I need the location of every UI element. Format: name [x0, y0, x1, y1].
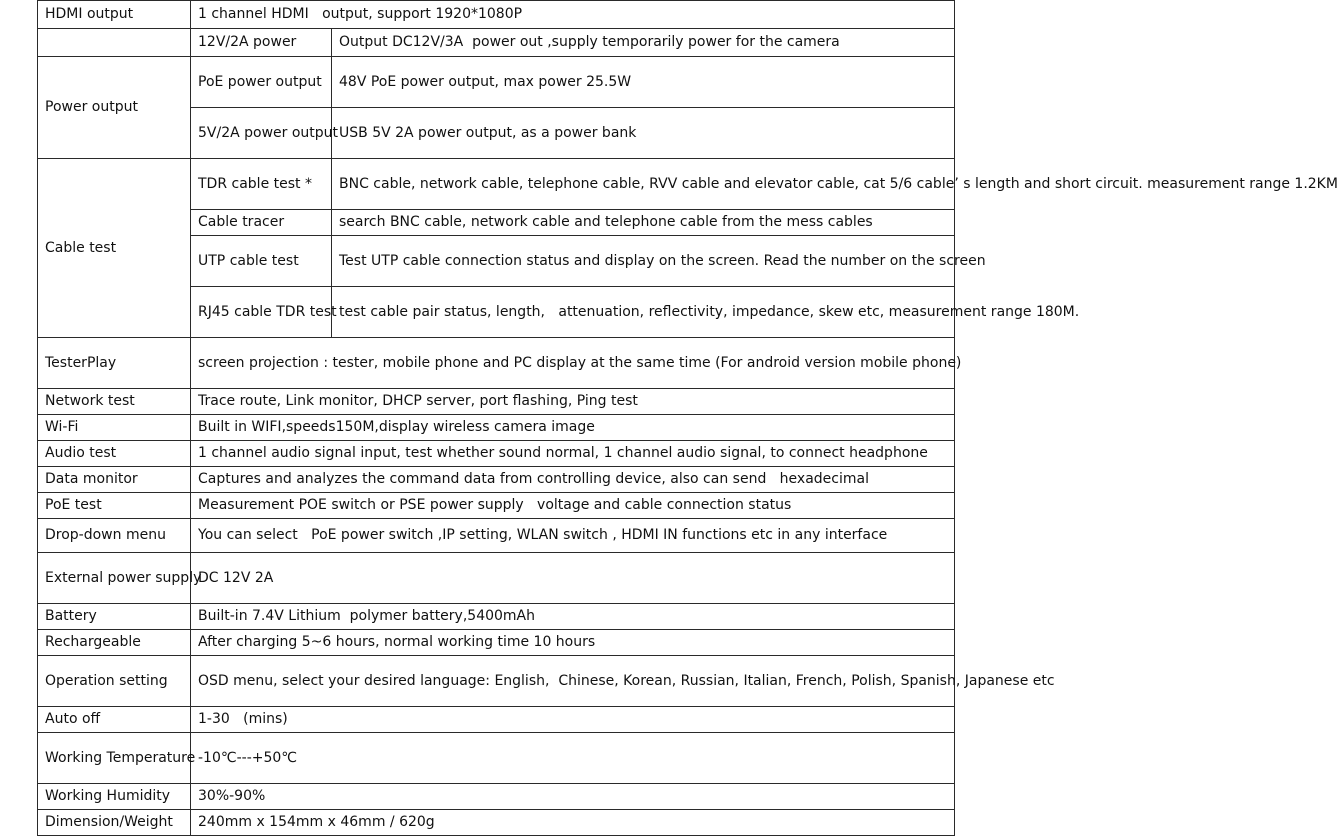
- table-row: [38, 493, 955, 519]
- row-value: 1 channel audio signal input, test whether sound normal, 1 channel audio signal, to connect headphone: [191, 441, 955, 467]
- row-label: Operation setting: [38, 656, 191, 707]
- row-sublabel: 12V/2A power: [191, 29, 332, 57]
- row-label: Wi-Fi: [38, 415, 191, 441]
- row-label: Drop-down menu: [38, 519, 191, 553]
- table-row: [38, 415, 955, 441]
- row-value: 1-30 (mins): [191, 707, 955, 733]
- table-row: [38, 810, 955, 836]
- row-value: OSD menu, select your desired language: English, Chinese, Korean, Russian, Italian, French, Polish, Spanish, Japanese etc: [191, 656, 955, 707]
- table-row: [38, 389, 955, 415]
- spec-table: [37, 0, 1338, 836]
- table-row: [38, 604, 955, 630]
- table-row: [38, 519, 955, 553]
- table-row: [38, 29, 955, 57]
- row-label: Data monitor: [38, 467, 191, 493]
- table-row: [38, 656, 955, 707]
- row-value: Test UTP cable connection status and display on the screen. Read the number on the screen: [332, 236, 955, 287]
- row-value: You can select PoE power switch ,IP setting, WLAN switch , HDMI IN functions etc in any interface: [191, 519, 955, 553]
- table-row: [38, 630, 955, 656]
- row-sublabel: Cable tracer: [191, 210, 332, 236]
- row-value: USB 5V 2A power output, as a power bank: [332, 108, 955, 159]
- row-label: Rechargeable: [38, 630, 191, 656]
- row-label: External power supply: [38, 553, 191, 604]
- row-label: Network test: [38, 389, 191, 415]
- row-value: Trace route, Link monitor, DHCP server, port flashing, Ping test: [191, 389, 955, 415]
- row-label: Cable test: [38, 159, 191, 338]
- row-value: 1 channel HDMI output, support 1920*1080P: [191, 1, 955, 29]
- row-label: PoE test: [38, 493, 191, 519]
- row-label: HDMI output: [38, 1, 191, 29]
- row-value: After charging 5~6 hours, normal working time 10 hours: [191, 630, 955, 656]
- table-row: [38, 441, 955, 467]
- row-value: 240mm x 154mm x 46mm / 620g: [191, 810, 955, 836]
- row-sublabel: UTP cable test: [191, 236, 332, 287]
- row-label: Dimension/Weight: [38, 810, 191, 836]
- row-value: search BNC cable, network cable and telephone cable from the mess cables: [332, 210, 955, 236]
- row-label: Battery: [38, 604, 191, 630]
- row-value: Built in WIFI,speeds150M,display wireless camera image: [191, 415, 955, 441]
- empty-cell: [38, 29, 191, 57]
- row-sublabel: TDR cable test *: [191, 159, 332, 210]
- row-value: Built-in 7.4V Lithium polymer battery,5400mAh: [191, 604, 955, 630]
- row-label: Working Humidity: [38, 784, 191, 810]
- row-label: Power output: [38, 57, 191, 159]
- row-sublabel: RJ45 cable TDR test: [191, 287, 332, 338]
- table-row: [38, 1, 955, 29]
- table-row: [38, 467, 955, 493]
- row-value: -10℃---+50℃: [191, 733, 955, 784]
- row-value: screen projection : tester, mobile phone and PC display at the same time (For android version mobile phone): [191, 338, 955, 389]
- row-value: Measurement POE switch or PSE power supply voltage and cable connection status: [191, 493, 955, 519]
- table-row: [38, 733, 955, 784]
- row-label: Audio test: [38, 441, 191, 467]
- row-value: DC 12V 2A: [191, 553, 955, 604]
- table-row: [38, 707, 955, 733]
- row-value: 48V PoE power output, max power 25.5W: [332, 57, 955, 108]
- table-row: [38, 159, 955, 210]
- row-label: Auto off: [38, 707, 191, 733]
- row-label: Working Temperature: [38, 733, 191, 784]
- row-value: 30%-90%: [191, 784, 955, 810]
- table-row: [38, 553, 955, 604]
- row-label: TesterPlay: [38, 338, 191, 389]
- table-row: [38, 57, 955, 108]
- table-row: [38, 784, 955, 810]
- row-sublabel: 5V/2A power output: [191, 108, 332, 159]
- row-value: BNC cable, network cable, telephone cable, RVV cable and elevator cable, cat 5/6 cable’ s length and short circuit. measurement range 1.2KM: [332, 159, 955, 210]
- row-value: test cable pair status, length, attenuation, reflectivity, impedance, skew etc, measurement range 180M.: [332, 287, 955, 338]
- table-row: [38, 338, 955, 389]
- row-value: Captures and analyzes the command data from controlling device, also can send hexadecimal: [191, 467, 955, 493]
- row-value: Output DC12V/3A power out ,supply temporarily power for the camera: [332, 29, 955, 57]
- row-sublabel: PoE power output: [191, 57, 332, 108]
